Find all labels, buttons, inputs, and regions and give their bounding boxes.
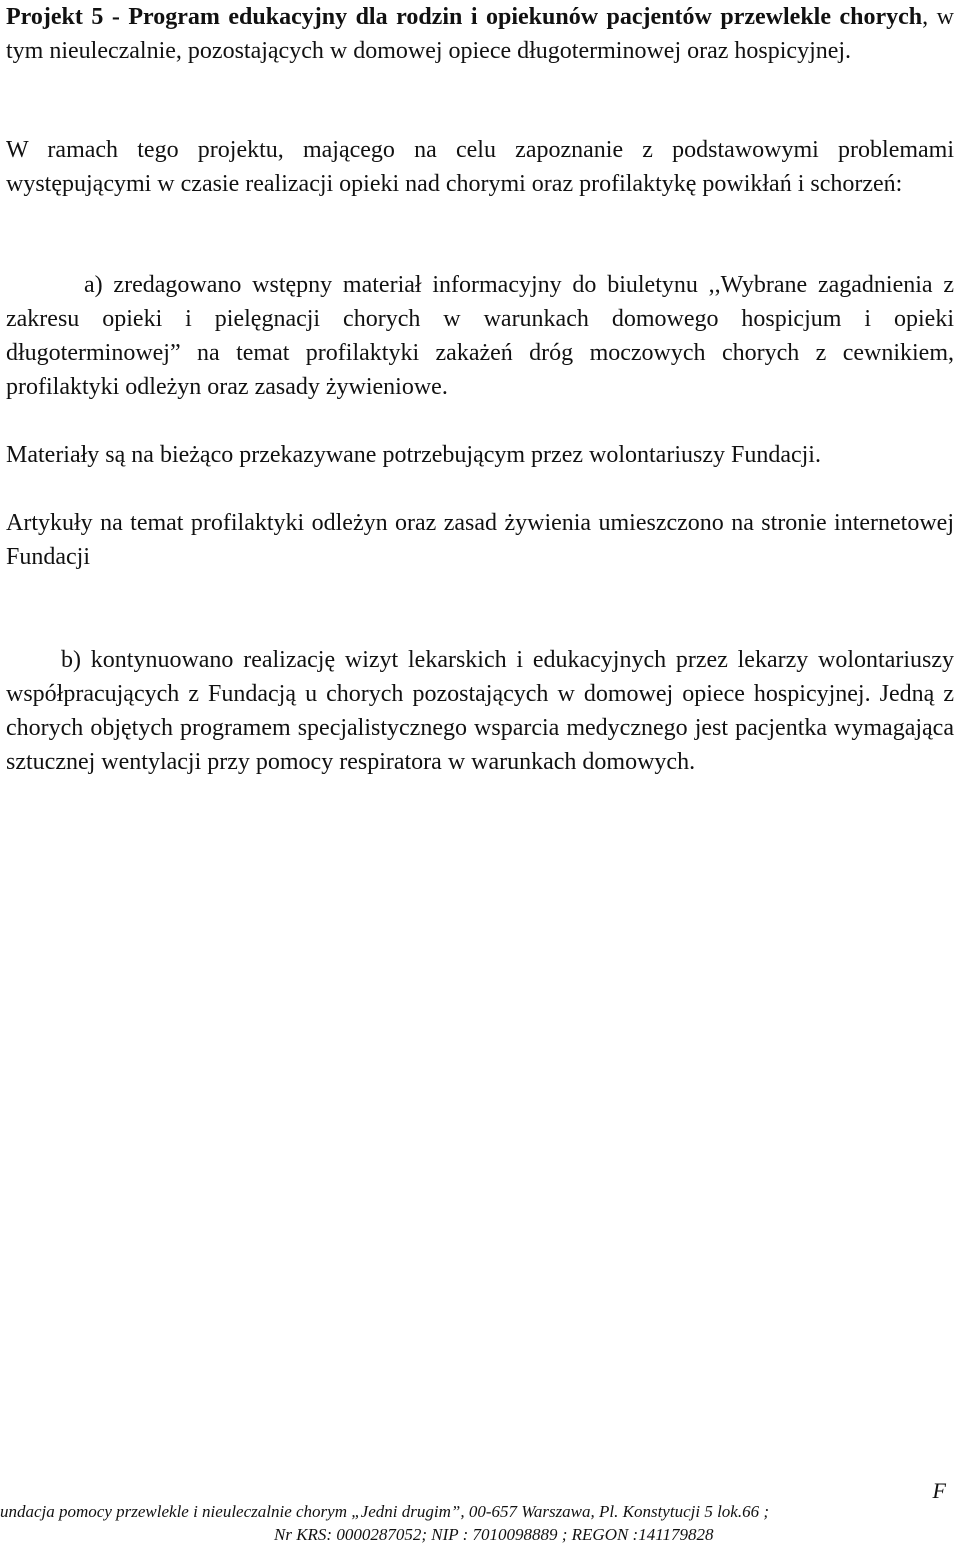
page-footer (0, 1478, 960, 1547)
project-heading (6, 0, 954, 68)
item-b-paragraph: b) kontynuowano realizację wizyt lekarskich i edukacyjnych przez lekarzy wolontariuszy współpracujących z Fundacją u chorych pozostających w domowej opiece hospicyjnej. Jedną z chorych objętych programem specjalistycznego wsparcia medycznego jest pacjentka wymagająca sztucznej wentylacji przy pomocy respiratora w warunkach domowych. (6, 647, 954, 775)
project-heading-bold: Projekt 5 - Program edukacyjny dla rodzin i opiekunów pacjentów przewlekle chorych (6, 4, 923, 30)
footer-initial: F (932, 1478, 946, 1503)
item-a-paragraph: a) zredagowano wstępny materiał informacyjny do biuletynu ,,Wybrane zagadnienia z zakresu opieki i pielęgnacji chorych w warunkach domowego hospicjum i opieki długoterminowej” na temat profilaktyki zakażeń dróg moczowych chorych z cewnikiem, profilaktyki odleżyn oraz zasady żywieniowe. (6, 272, 954, 400)
footer-address-line: undacja pomocy przewlekle i nieuleczalnie chorym „Jedni drugim”, 00-657 Warszawa, Pl. Konstytucji 5 lok.66 ; (0, 1502, 769, 1521)
project-heading-rest: , w tym nieuleczalnie, pozostających w domowej opiece długoterminowej oraz hospicyjnej. (6, 4, 954, 64)
articles-paragraph: Artykuły na temat profilaktyki odleżyn oraz zasad żywienia umieszczono na stronie internetowej Fundacji (6, 510, 954, 570)
materials-paragraph: Materiały są na bieżąco przekazywane potrzebującym przez wolontariuszy Fundacji. (6, 442, 821, 468)
intro-paragraph: W ramach tego projektu, mającego na celu zapoznanie z podstawowymi problemami występującymi w czasie realizacji opieki nad chorymi oraz profilaktykę powikłań i schorzeń: (6, 137, 954, 197)
footer-registration-line: Nr KRS: 0000287052; NIP : 7010098889 ; REGON :141179828 (274, 1525, 714, 1544)
